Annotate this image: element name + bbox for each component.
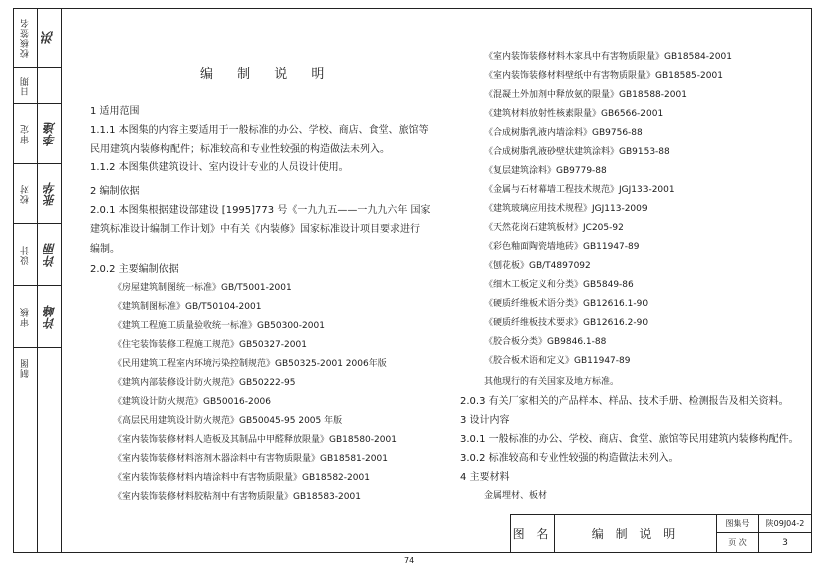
text-line: 《合成树脂乳液砂壁状建筑涂料》GB9153-88 [484, 147, 670, 157]
text-line: 《建筑材料放射性核素限量》GB6566-2001 [484, 109, 664, 119]
text-line: 《彩色釉面陶瓷墙地砖》GB11947-89 [484, 242, 640, 252]
text-line: 《建筑内部装修设计防火规范》GB50222-95 [113, 378, 296, 388]
signature-cell [37, 286, 61, 348]
signature-cell [37, 68, 61, 104]
sidebar-label: 制图 [20, 358, 31, 378]
text-line: 《建筑设计防火规范》GB50016-2006 [113, 397, 271, 407]
text-line: 《建筑工程施工质量验收统一标准》GB50300-2001 [113, 321, 325, 331]
signature-cell [37, 8, 61, 68]
text-line: 4 主要材料 [460, 472, 510, 483]
text-line: 《混凝土外加剂中释放氨的限量》GB18588-2001 [484, 90, 687, 100]
text-line: 《建筑制图标准》GB/T50104-2001 [113, 302, 262, 312]
signature-cell [37, 348, 61, 388]
signoff-sidebar [13, 8, 62, 553]
document-title: 编 制 说 明 [200, 67, 335, 82]
atlas-label: 图集号 [717, 515, 759, 533]
text-line: 《硬质纤维板术语分类》GB12616.1-90 [484, 299, 649, 309]
sidebar-cell-date [13, 68, 37, 104]
title-name: 编 制 说 明 [555, 515, 717, 552]
text-line: 《室内装饰装修材料胶粘剂中有害物质限量》GB18583-2001 [113, 492, 361, 502]
text-line: 3 设计内容 [460, 415, 510, 426]
sidebar-label: 校对 [20, 183, 31, 204]
sidebar-label: 审定 [20, 123, 31, 144]
text-line: 建筑标准设计编制工作计划》中有关《内装修》国家标准设计项目要求进行 [90, 224, 420, 235]
text-line: 《复层建筑涂料》GB9779-88 [484, 166, 607, 176]
text-line: 3.0.2 标准较高和专业性较强的构造做法未列入。 [460, 453, 679, 464]
text-line: 3.0.1 一般标准的办公、学校、商店、食堂、旅馆等民用建筑内装修构配件。 [460, 434, 799, 445]
signature: 洪 [41, 31, 57, 44]
text-line: 《室内装饰装修材料人造板及其制品中甲醛释放限量》GB18580-2001 [113, 435, 397, 445]
text-line: 金属埋材、板材 [484, 491, 548, 501]
page-value: 3 [782, 537, 788, 548]
title-label: 图 名 [511, 515, 555, 552]
signature: 许峰 [42, 304, 57, 329]
text-line: 《住宅装饰装修工程施工规范》GB50327-2001 [113, 340, 307, 350]
text-line: 其他现行的有关国家及地方标准。 [484, 377, 620, 387]
page-number: 74 [404, 556, 415, 565]
text-line: 1.1.2 本图集供建筑设计、室内设计专业的人员设计使用。 [90, 162, 349, 173]
text-line: 1 适用范围 [90, 106, 140, 117]
sidebar-cell-draw [13, 348, 37, 388]
text-line: 编制。 [90, 244, 120, 255]
text-line: 2.0.3 有关厂家相关的产品样本、样品、技术手册、检测报告及相关资料。 [460, 396, 789, 407]
text-line: 《金属与石材幕墙工程技术规范》JGJ133-2001 [484, 185, 675, 195]
text-line: 《合成树脂乳液内墙涂料》GB9756-88 [484, 128, 643, 138]
signature-cell [37, 224, 61, 286]
text-line: 《硬质纤维板技术要求》GB12616.2-90 [484, 318, 649, 328]
text-line: 2 编制依据 [90, 186, 140, 197]
text-line: 《房屋建筑制图统一标准》GB/T5001-2001 [113, 283, 292, 293]
sidebar-cell-design [13, 224, 37, 286]
sidebar-cell-approve [13, 104, 37, 164]
sidebar-label: 日期 [20, 75, 31, 96]
sidebar-cell-proof [13, 164, 37, 224]
text-line: 2.0.2 主要编制依据 [90, 264, 179, 275]
drawing-frame [13, 8, 812, 553]
text-line: 《室内装饰装修材料内墙涂料中有害物质限量》GB18582-2001 [113, 473, 370, 483]
text-line: 《室内装饰装修材料木家具中有害物质限量》GB18584-2001 [484, 52, 732, 62]
text-line: 《胶合板分类》GB9846.1-88 [484, 337, 607, 347]
text-line: 《刨花板》GB/T4897092 [484, 261, 591, 271]
text-line: 《天然花岗石建筑板材》JC205-92 [484, 223, 624, 233]
signature: 许丽 [42, 242, 57, 267]
signature-cell [37, 104, 61, 164]
text-line: 《室内装饰装修材料溶剂木器涂料中有害物质限量》GB18581-2001 [113, 454, 388, 464]
sidebar-label: 审核 [20, 306, 31, 327]
text-line: 1.1.1 本图集的内容主要适用于一般标准的办公、学校、商店、食堂、旅馆等 [90, 125, 429, 136]
text-line: 《胶合板术语和定义》GB11947-89 [484, 356, 631, 366]
signature: 张华 [42, 181, 57, 206]
sidebar-cell-review [13, 286, 37, 348]
sidebar-cell-check [13, 8, 37, 68]
text-line: 《建筑玻璃应用技术规程》JGJ113-2009 [484, 204, 648, 214]
sidebar-label: 设计 [20, 244, 31, 265]
title-block [510, 514, 812, 553]
signature-cell [37, 164, 61, 224]
text-line: 民用建筑内装修构配件；标准较高和专业性较强的构造做法未列入。 [90, 144, 390, 155]
signature: 李逢 [42, 121, 57, 146]
text-line: 《室内装饰装修材料壁纸中有害物质限量》GB18585-2001 [484, 71, 723, 81]
text-line: 《民用建筑工程室内环境污染控制规范》GB50325-2001 2006年版 [113, 359, 387, 369]
text-line: 《细木工板定义和分类》GB5849-86 [484, 280, 634, 290]
sidebar-label: 校核签名 [20, 17, 31, 58]
text-line: 2.0.1 本图集根据建设部建设 [1995]773 号《一九九五——一九九六年 国家 [90, 205, 431, 216]
page-label: 页 次 [717, 533, 759, 552]
atlas-value: 陕09J04-2 [759, 515, 811, 533]
text-line: 《高层民用建筑设计防火规范》GB50045-95 2005 年版 [113, 416, 343, 426]
